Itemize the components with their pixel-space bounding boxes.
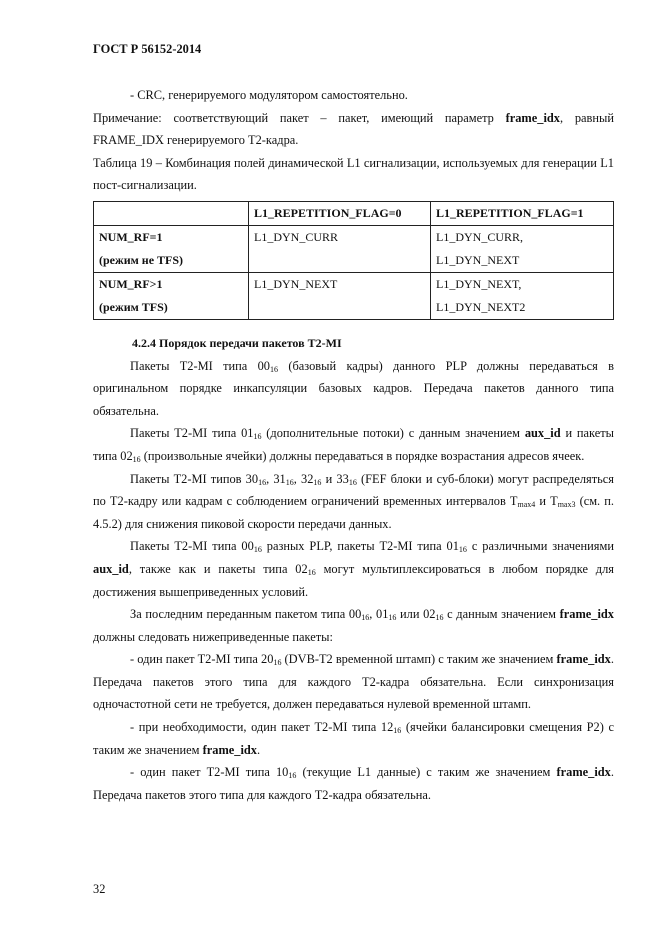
table-row-key: NUM_RF=1 (режим не TFS) [94,225,249,272]
table-cell: L1_DYN_CURR [249,225,431,272]
table-header-cell: L1_REPETITION_FLAG=1 [431,201,614,225]
table-header-row [94,201,614,225]
table-cell: L1_DYN_CURR, L1_DYN_NEXT [431,225,614,272]
section-title: 4.2.4 Порядок передачи пакетов Т2-MI [132,335,342,350]
note-paragraph: Примечание: соответствующий пакет – пакет, имеющий параметр frame_idx, равный FRAME_IDX генерируемого Т2-кадра. [93,110,614,148]
table-row [94,225,614,272]
list-item-timestamp: - один пакет Т2-MI типа $20_{16}$ (DVB-T2 временной штамп) с таким же значением frame_idx. Передача пакетов этого типа для каждого Т2-кадра обязательна. Если синхронизация одночастотной сети не требуется, должен передаваться нулевой временной штамп. [93,652,614,712]
table-caption: Таблица 19 – Комбинация полей динамической L1 сигнализации, используемых для генерации L1 пост-сигнализации. [93,155,614,193]
table-row [94,272,614,319]
signalling-table [93,201,614,320]
list-item-bias-balancing: - при необходимости, один пакет Т2-MI типа $12_{16}$ (ячейки балансировки смещения Р2) с таким же значением frame_idx. [93,720,614,757]
page-number: 32 [93,882,106,896]
paragraph-5: За последним переданным пакетом типа $00_{16}$, $01_{16}$ или $02_{16}$ с данным значением frame_idx должны следовать нижеприведенные пакеты: [93,607,615,644]
list-item-l1-current: - один пакет Т2-MI типа $10_{16}$ (текущие L1 данные) с таким же значением frame_idx. Передача пакетов этого типа для каждого Т2-кадра обязательна. [93,765,614,802]
table-row-key: NUM_RF>1 (режим TFS) [94,272,249,319]
paragraph-2: Пакеты Т2-MI типа $01_{16}$ (дополнительные потоки) с данным значением aux_id и пакеты типа $02_{16}$ (произвольные ячейки) должны передаваться в порядке возрастания адресов ячеек. [93,426,614,464]
table-cell: L1_DYN_NEXT [249,272,431,319]
table-cell: L1_DYN_NEXT, L1_DYN_NEXT2 [431,272,614,319]
paragraph-3: Пакеты Т2-MI типов $30_{16}$, $31_{16}$, $32_{16}$ и $33_{16}$ (FEF блоки и суб-блоки) могут распределяться по Т2-кадру или кадрам с соблюдением ограничений временных интервалов $T_{max4}$ и $T_{max3}$ (см. п. 4.5.2) для снижения пиковой скорости передачи данных. [93,471,614,531]
table-header-cell: L1_REPETITION_FLAG=0 [249,201,431,225]
paragraph-4: Пакеты Т2-MI типа $00_{16}$ разных PLP, пакеты Т2-MI типа $01_{16}$ с различными значениями aux_id, также как и пакеты типа $02_{16}$ могут мультиплексироваться в любом порядке для достижения вышеприведенных условий. [93,539,614,599]
document-header: ГОСТ Р 56152-2014 [93,42,202,56]
crc-line: - CRC, генерируемого модулятором самостоятельно. [130,88,408,102]
document-body [93,84,614,806]
paragraph-1: Пакеты Т2-MI типа $00_{16}$ (базовый кадры) данного PLP должны передаваться в оригинальном порядке инкапсуляции базовых кадров. Передача пакетов данного типа обязательна. [93,358,615,418]
table-header-cell [94,201,249,225]
